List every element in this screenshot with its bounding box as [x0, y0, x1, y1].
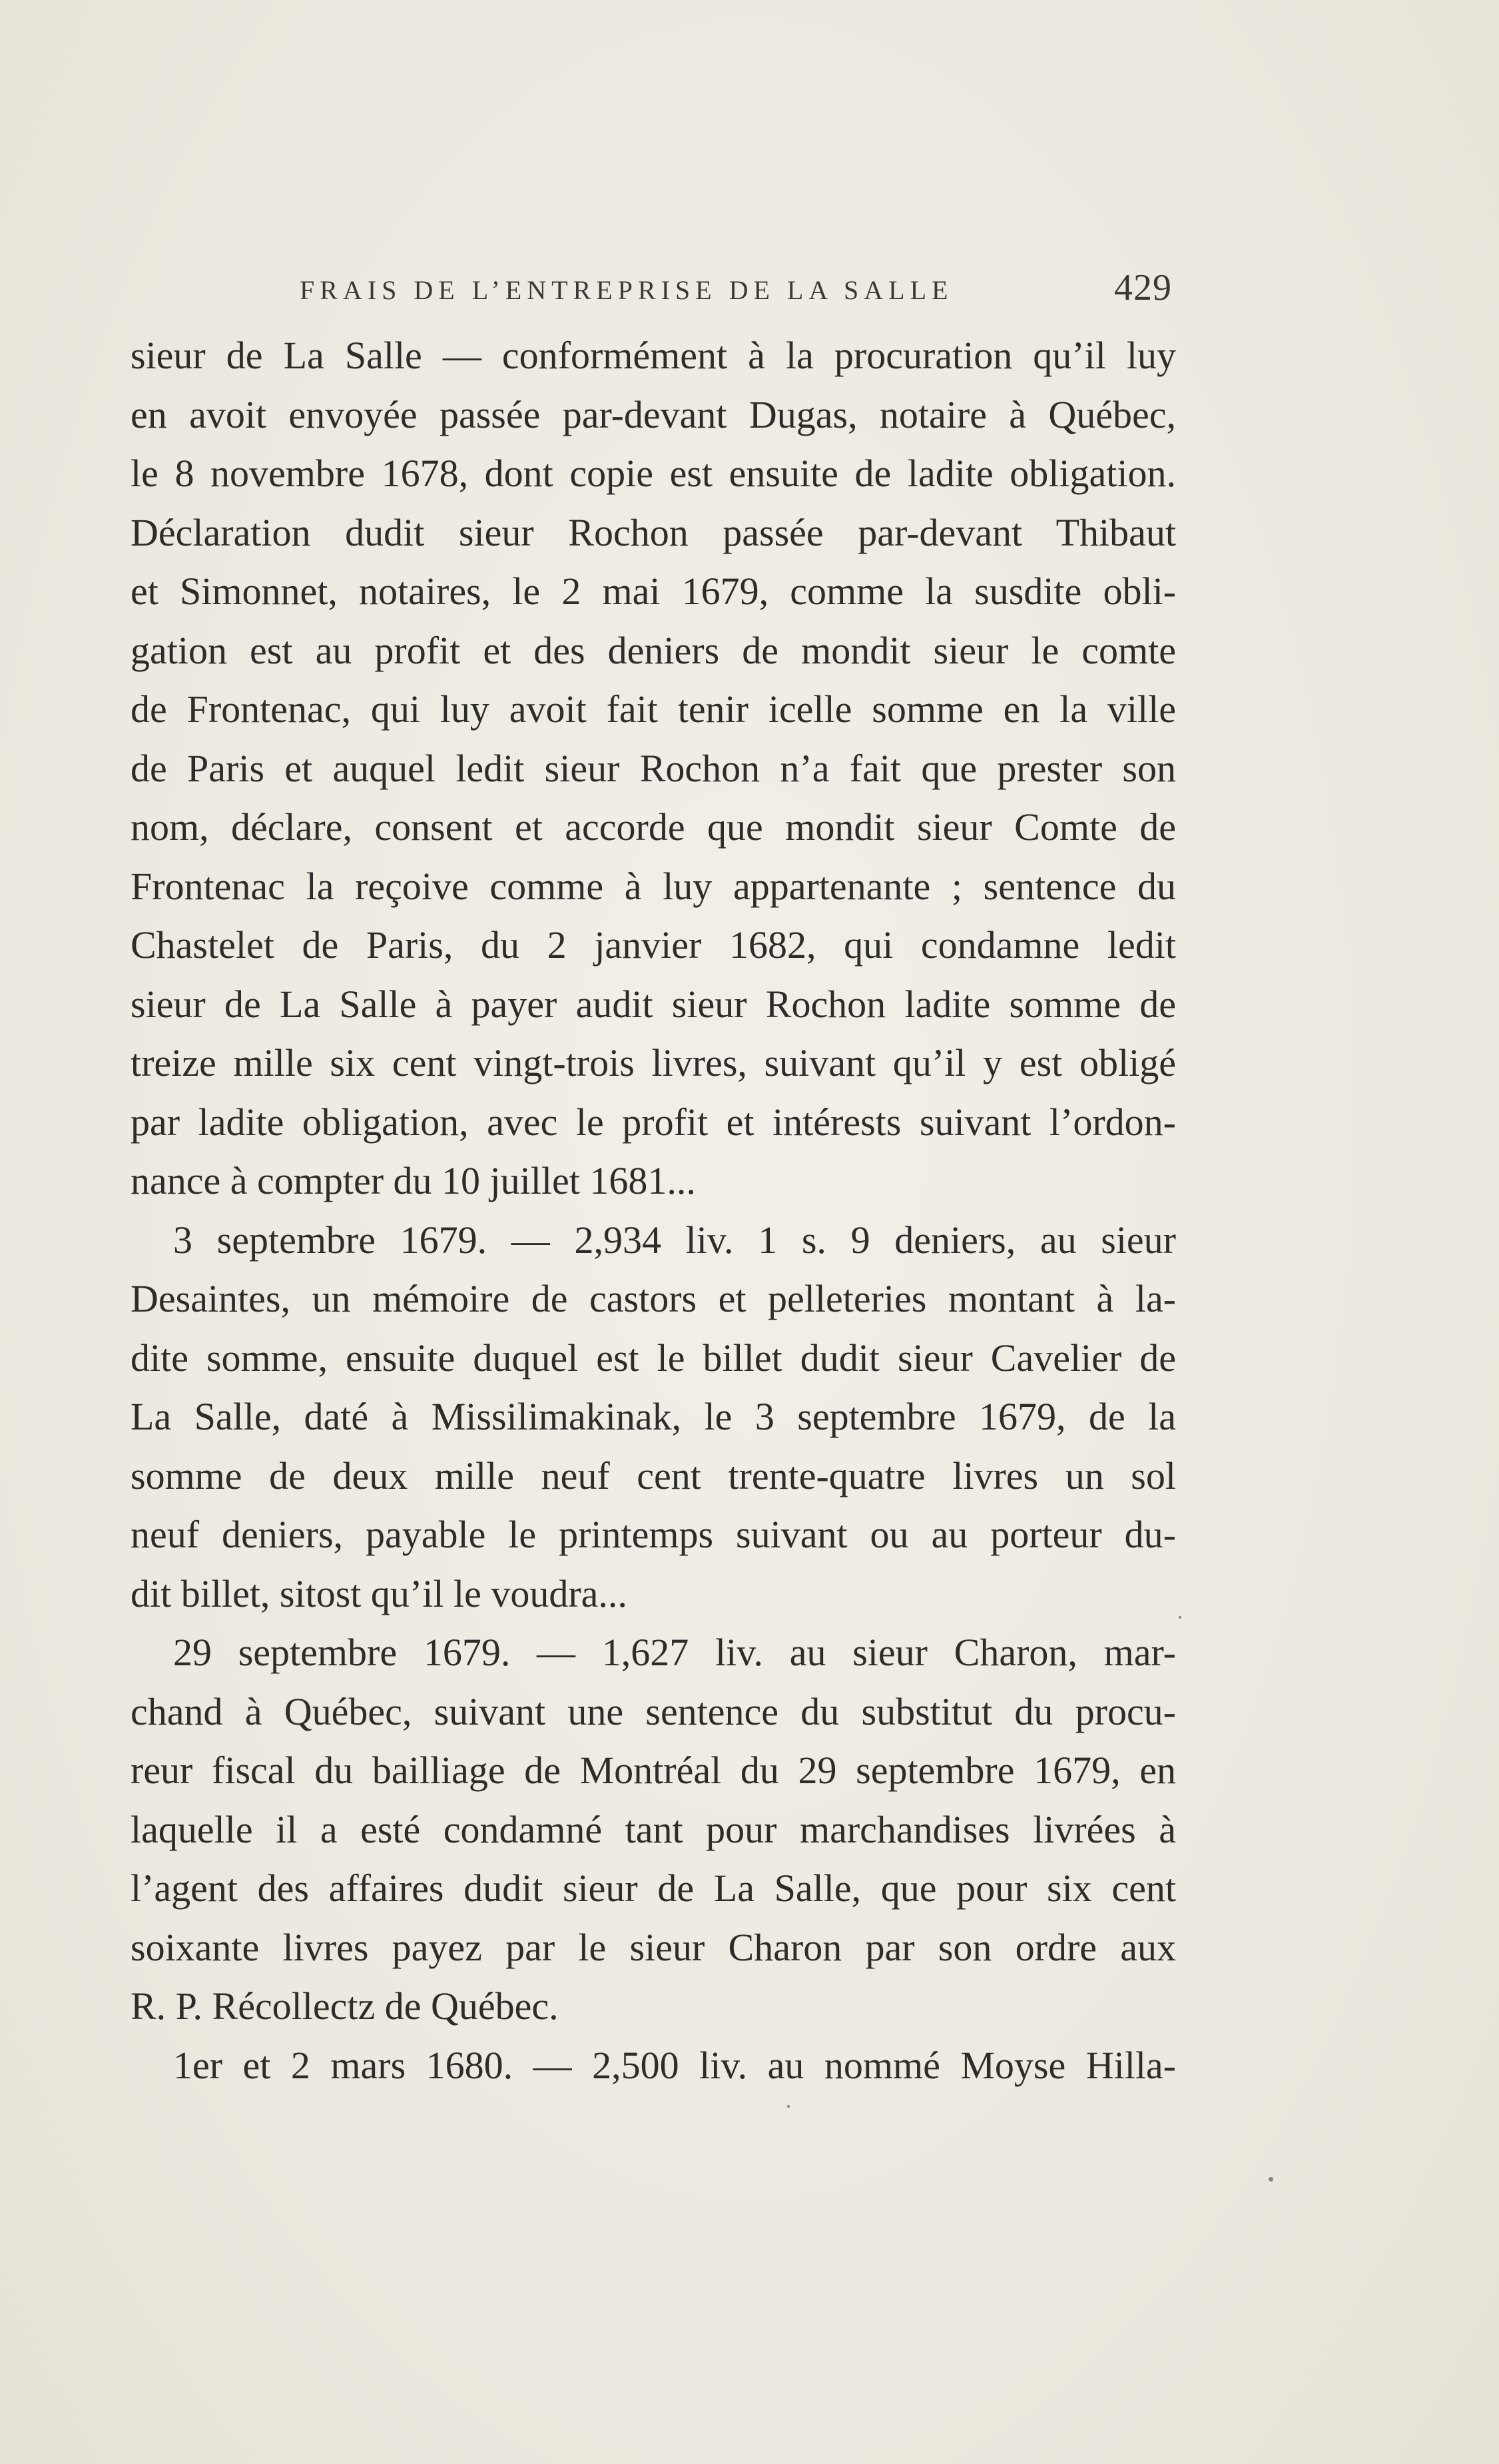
text-line: et Simonnet, notaires, le 2 mai 1679, comme la susdite obli-: [131, 570, 1176, 613]
text-line: neuf deniers, payable le printemps suivant ou au porteur du-: [131, 1513, 1176, 1556]
text-line: 1er et 2 mars 1680. — 2,500 liv. au nommé Moyse Hilla-: [173, 2043, 1176, 2087]
text-line: sieur de La Salle à payer audit sieur Rochon ladite somme de: [131, 982, 1176, 1026]
text-line: 3 septembre 1679. — 2,934 liv. 1 s. 9 deniers, au sieur: [173, 1218, 1176, 1262]
paper-speck: [1269, 2177, 1273, 2182]
text-line: l’agent des affaires dudit sieur de La Salle, que pour six cent: [131, 1866, 1176, 1910]
text-line: sieur de La Salle — conformément à la procuration qu’il luy: [131, 334, 1176, 377]
text-line: Chastelet de Paris, du 2 janvier 1682, qui condamne ledit: [131, 923, 1176, 967]
text-line: laquelle il a esté condamné tant pour marchandises livrées à: [131, 1807, 1176, 1851]
text-line: nance à compter du 10 juillet 1681...: [131, 1159, 696, 1202]
text-line: soixante livres payez par le sieur Charon par son ordre aux: [131, 1925, 1176, 1969]
text-line: nom, déclare, consent et accorde que mondit sieur Comte de: [131, 805, 1176, 849]
text-line: de Frontenac, qui luy avoit fait tenir icelle somme en la ville: [131, 687, 1176, 731]
text-line: dit billet, sitost qu’il le voudra...: [131, 1571, 627, 1615]
text-line: par ladite obligation, avec le profit et intérests suivant l’ordon-: [131, 1100, 1176, 1144]
running-head: [133, 266, 1172, 313]
text-line: Desaintes, un mémoire de castors et pelleteries montant à la-: [131, 1277, 1176, 1320]
text-line: reur fiscal du bailliage de Montréal du 29 septembre 1679, en: [131, 1749, 1176, 1792]
text-line: Déclaration dudit sieur Rochon passée par-devant Thibaut: [131, 510, 1176, 554]
text-line: La Salle, daté à Missilimakinak, le 3 septembre 1679, de la: [131, 1395, 1176, 1438]
text-line: chand à Québec, suivant une sentence du substitut du procu-: [131, 1689, 1176, 1733]
text-line: 29 septembre 1679. — 1,627 liv. au sieur Charon, mar-: [173, 1631, 1176, 1674]
text-line: gation est au profit et des deniers de mondit sieur le comte: [131, 628, 1176, 672]
text-line: treize mille six cent vingt-trois livres, suivant qu’il y est obligé: [131, 1041, 1176, 1084]
paper-speck: [1179, 1616, 1181, 1619]
running-title: FRAIS DE L’ENTREPRISE DE LA SALLE: [300, 275, 954, 305]
paper-speck: [787, 2105, 790, 2108]
text-line: le 8 novembre 1678, dont copie est ensuite de ladite obligation.: [131, 452, 1176, 495]
text-line: dite somme, ensuite duquel est le billet dudit sieur Cavelier de: [131, 1336, 1176, 1380]
page-number: 429: [1114, 267, 1172, 308]
text-line: R. P. Récollectz de Québec.: [131, 1984, 559, 2028]
text-line: Frontenac la reçoive comme à luy appartenante ; sentence du: [131, 864, 1176, 908]
body-text: [131, 326, 1176, 2095]
text-line: de Paris et auquel ledit sieur Rochon n’a fait que prester son: [131, 746, 1176, 790]
text-line: en avoit envoyée passée par-devant Dugas, notaire à Québec,: [131, 392, 1176, 436]
text-line: somme de deux mille neuf cent trente-quatre livres un sol: [131, 1453, 1176, 1497]
